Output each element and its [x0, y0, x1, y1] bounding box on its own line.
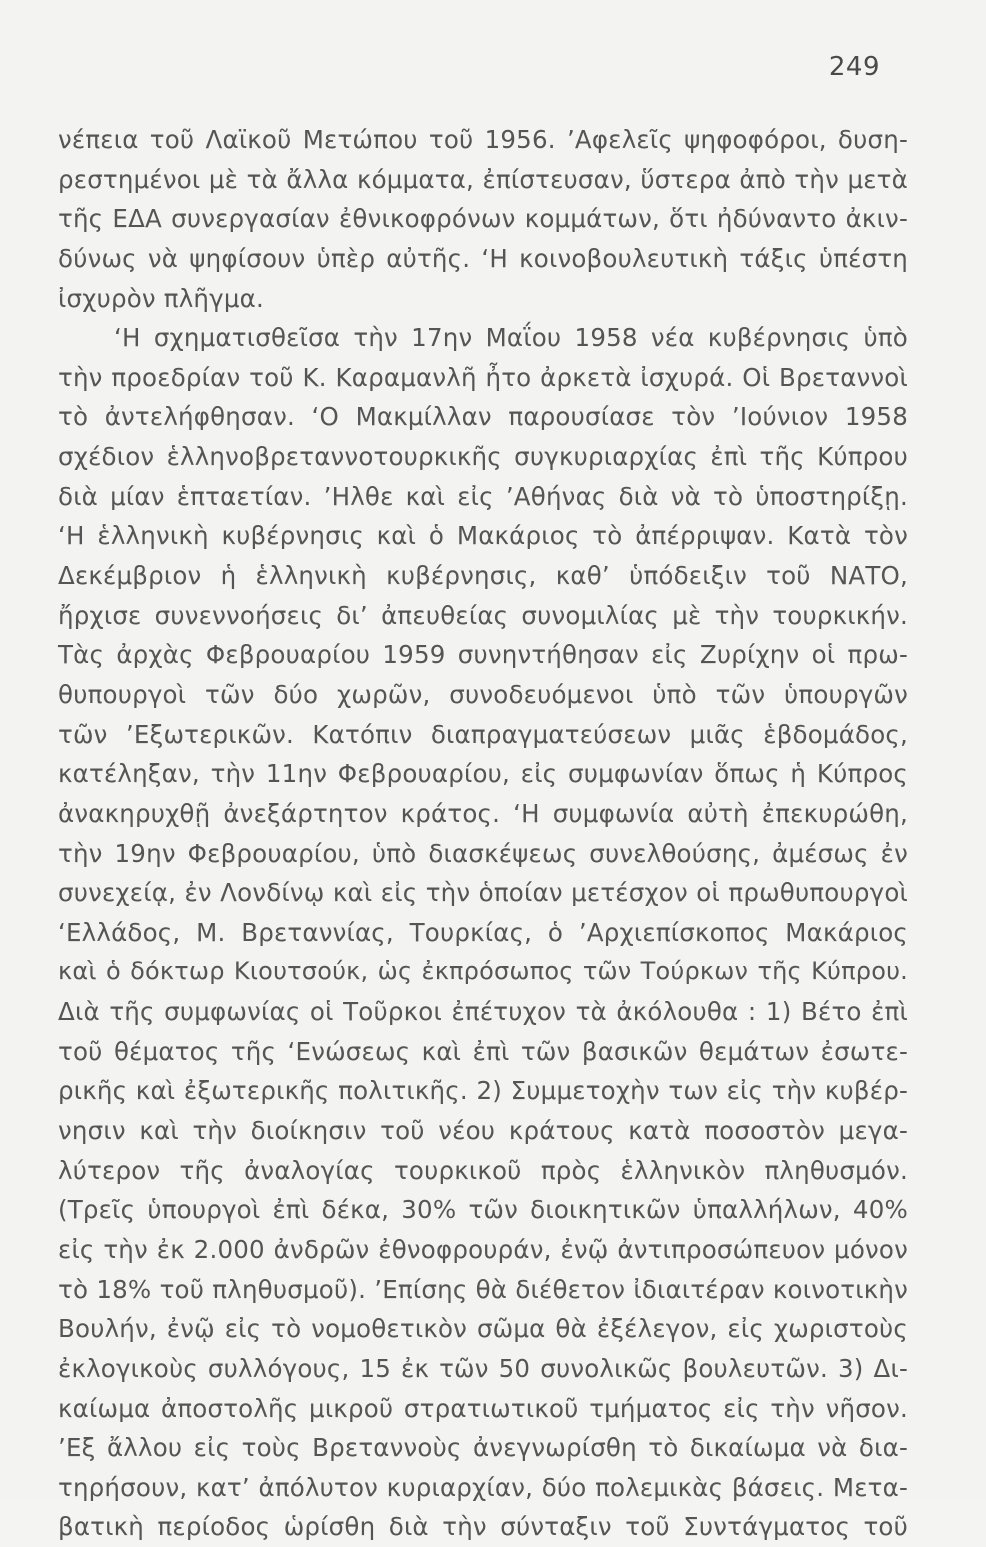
text-line: νέπεια τοῦ Λαϊκοῦ Μετώπου τοῦ 1956. ’Αφελεῖς ψηφοφόροι, δυση-	[58, 125, 908, 154]
text-line: τῆς ΕΔΑ συνεργασίαν ἐθνικοφρόνων κομμάτων, ὅτι ἠδύναντο ἀκιν-	[58, 204, 908, 234]
text-line: νησιν καὶ τὴν διοίκησιν τοῦ νέου κράτους κατὰ ποσοστὸν μεγα-	[58, 1116, 908, 1146]
text-line: τηρήσουν, κατ’ ἀπόλυτον κυριαρχίαν, δύο πολεμικὰς βάσεις. Μετα-	[58, 1472, 908, 1502]
text-line: δύνως νὰ ψηφίσουν ὑπὲρ αὐτῆς. ‘Η κοινοβουλευτικὴ τάξις ὑπέστη	[58, 243, 908, 273]
page-number: 249	[828, 52, 880, 82]
text-line: ρεστημένοι μὲ τὰ ἄλλα κόμματα, ἐπίστευσαν, ὕστερα ἀπὸ τὴν μετὰ	[58, 164, 908, 194]
text-line: θυπουργοὶ τῶν δύο χωρῶν, συνοδευόμενοι ὑπὸ τῶν ὑπουργῶν	[58, 679, 908, 709]
text-line: τὴν προεδρίαν τοῦ Κ. Καραμανλῆ ἦτο ἀρκετὰ ἰσχυρά. Οἱ Βρεταννοὶ	[58, 362, 908, 392]
text-line: βατικὴ περίοδος ὡρίσθη διὰ τὴν σύνταξιν τοῦ Συντάγματος τοῦ	[58, 1512, 908, 1542]
text-line: (Τρεῖς ὑπουργοὶ ἐπὶ δέκα, 30% τῶν διοικητικῶν ὑπαλλήλων, 40%	[58, 1195, 908, 1225]
text-line: λύτερον τῆς ἀναλογίας τουρκικοῦ πρὸς ἑλληνικὸν πληθυσμόν.	[58, 1155, 908, 1185]
text-line: τὸ ἀντελήφθησαν. ‘Ο Μακμίλλαν παρουσίασε τὸν ’Ιούνιον 1958	[58, 402, 908, 432]
text-line: Διὰ τῆς συμφωνίας οἱ Τοῦρκοι ἐπέτυχον τὰ ἀκόλουθα : 1) Βέτο ἐπὶ	[58, 997, 908, 1027]
text-line: ἤρχισε συνεννοήσεις δι’ ἀπευθείας συνομιλίας μὲ τὴν τουρκικήν.	[58, 600, 908, 630]
text-line: καὶ ὁ δόκτωρ Κιουτσούκ, ὡς ἐκπρόσωπος τῶν Τούρκων τῆς Κύπρου.	[58, 957, 908, 986]
text-line: ’Εξ ἄλλου εἰς τοὺς Βρεταννοὺς ἀνεγνωρίσθη τὸ δικαίωμα νὰ δια-	[58, 1433, 908, 1463]
text-line: ρικῆς καὶ ἐξωτερικῆς πολιτικῆς. 2) Συμμετοχὴν των εἰς τὴν κυβέρ-	[58, 1076, 908, 1106]
text-line: κατέληξαν, τὴν 11ην Φεβρουαρίου, εἰς συμφωνίαν ὅπως ἡ Κύπρος	[58, 759, 908, 789]
body-text	[58, 120, 908, 1547]
text-line: διὰ μίαν ἑπταετίαν. ’Ηλθε καὶ εἰς ’Αθήνας διὰ νὰ τὸ ὑποστηρίξῃ.	[58, 481, 908, 511]
text-line: ‘Η σχηματισθεῖσα τὴν 17ην Μαΐου 1958 νέα κυβέρνησις ὑπὸ	[114, 323, 908, 353]
text-line: ‘Η ἑλληνικὴ κυβέρνησις καὶ ὁ Μακάριος τὸ ἀπέρριψαν. Κατὰ τὸν	[58, 521, 908, 551]
text-line: σχέδιον ἑλληνοβρεταννοτουρκικῆς συγκυριαρχίας ἐπὶ τῆς Κύπρου	[58, 442, 908, 472]
text-line: Τὰς ἀρχὰς Φεβρουαρίου 1959 συνηντήθησαν εἰς Ζυρίχην οἱ πρω-	[58, 640, 908, 670]
text-line: ἀνακηρυχθῇ ἀνεξάρτητον κράτος. ‘Η συμφωνία αὐτὴ ἐπεκυρώθη,	[58, 798, 908, 828]
text-line: Δεκέμβριον ἡ ἑλληνικὴ κυβέρνησις, καθ’ ὑπόδειξιν τοῦ ΝΑΤΟ,	[58, 561, 908, 591]
text-line: τὸ 18% τοῦ πληθυσμοῦ). ’Επίσης θὰ διέθετον ἰδιαιτέραν κοινοτικὴν	[58, 1274, 908, 1304]
text-line: τῶν ’Εξωτερικῶν. Κατόπιν διαπραγματεύσεων μιᾶς ἑβδομάδος,	[58, 719, 908, 749]
text-line: τὴν 19ην Φεβρουαρίου, ὑπὸ διασκέψεως συνελθούσης, ἀμέσως ἐν	[58, 838, 908, 868]
text-line: Βουλήν, ἐνῷ εἰς τὸ νομοθετικὸν σῶμα θὰ ἐξέλεγον, εἰς χωριστοὺς	[58, 1314, 908, 1344]
text-line: εἰς τὴν ἐκ 2.000 ἀνδρῶν ἐθνοφρουράν, ἐνῷ ἀντιπροσώπευον μόνον	[58, 1234, 908, 1264]
text-line: ἐκλογικοὺς συλλόγους, 15 ἐκ τῶν 50 συνολικῶς βουλευτῶν. 3) Δι-	[58, 1353, 908, 1383]
text-line: τοῦ θέματος τῆς ‘Ενώσεως καὶ ἐπὶ τῶν βασικῶν θεμάτων ἐσωτε-	[58, 1036, 908, 1066]
text-line: συνεχείᾳ, ἐν Λονδίνῳ καὶ εἰς τὴν ὁποίαν μετέσχον οἱ πρωθυπουργοὶ	[58, 878, 908, 908]
text-line: ἰσχυρὸν πλῆγμα.	[58, 283, 264, 313]
text-line: καίωμα ἀποστολῆς μικροῦ στρατιωτικοῦ τμήματος εἰς τὴν νῆσον.	[58, 1393, 908, 1423]
text-line: ‘Ελλάδος, Μ. Βρεταννίας, Τουρκίας, ὁ ’Αρχιεπίσκοπος Μακάριος	[58, 917, 908, 947]
